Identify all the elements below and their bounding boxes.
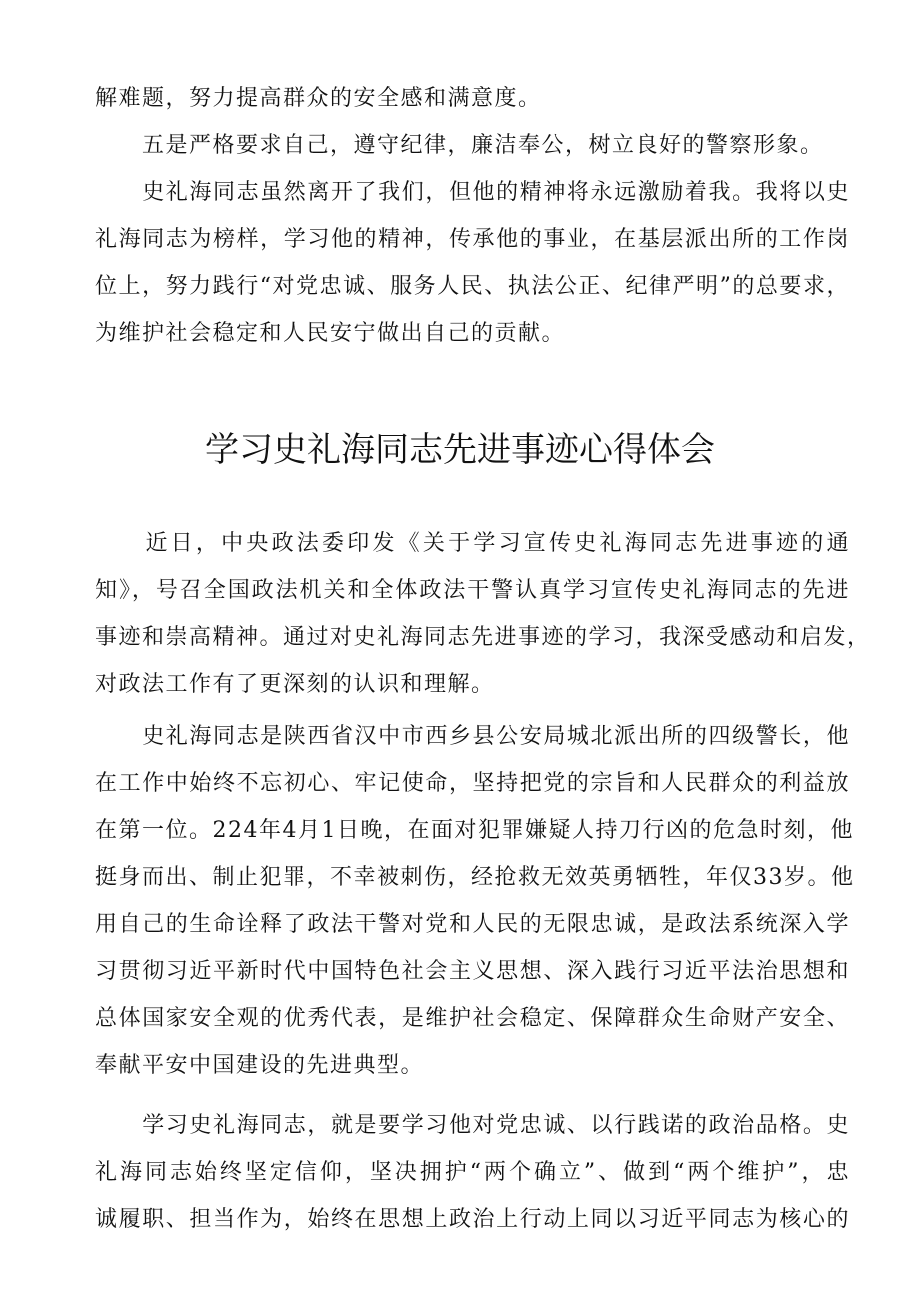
paragraph-conclusion (95, 169, 850, 357)
text-line: 对政法工作有了更深刻的认识和理解。 (95, 672, 495, 697)
text-line: 诚履职、担当作为，始终在思想上政治上行动上同以习近平同志为核心的 (95, 1207, 850, 1232)
text-line: 挺身而出、制止犯罪，不幸被刺伤，经抢救无效英勇牺牲，年仅33岁。他 (95, 865, 855, 890)
page-title: 学习史礼海同志先进事迹心得体会 (205, 430, 715, 470)
text-line: 习贯彻习近平新时代中国特色社会主义思想、深入践行习近平法治思想和 (95, 959, 850, 984)
text-line: 在工作中始终不忘初心、牢记使命，坚持把党的宗旨和人民群众的利益放 (95, 771, 850, 796)
paragraph-continued (95, 75, 850, 122)
text-line: 史礼海同志虽然离开了我们，但他的精神将永远激励着我。我将以史 (95, 180, 850, 205)
text-line: 奉献平安中国建设的先进典型。 (95, 1053, 425, 1078)
text-line: 为维护社会稳定和人民安宁做出自己的贡献。 (95, 321, 566, 346)
paragraph-point-five (95, 122, 850, 169)
text-line: 学习史礼海同志，就是要学习他对党忠诚、以行践诺的政治品格。史 (95, 1113, 850, 1138)
text-line: 礼海同志始终坚定信仰，坚决拥护“两个确立”、做到“两个维护”，忠 (95, 1160, 850, 1185)
paragraph-learning (95, 1102, 850, 1243)
text-line: 解难题，努力提高群众的安全感和满意度。 (95, 86, 542, 111)
text-line: 事迹和崇高精神。通过对史礼海同志先进事迹的学习，我深受感动和启发， (95, 625, 871, 650)
text-line: 礼海同志为榜样，学习他的精神，传承他的事业，在基层派出所的工作岗 (95, 227, 850, 252)
text-line: 五是严格要求自己，遵守纪律，廉洁奉公，树立良好的警察形象。 (95, 133, 824, 158)
text-line: 用自己的生命诠释了政法干警对党和人民的无限忠诚，是政法系统深入学 (95, 912, 850, 937)
text-line: 近日，中央政法委印发《关于学习宣传史礼海同志先进事迹的通 (95, 531, 850, 556)
paragraph-biography (95, 713, 855, 1089)
text-line: 在第一位。224年4月1日晚，在面对犯罪嫌疑人持刀行凶的危急时刻，他 (95, 818, 854, 843)
text-line: 知》，号召全国政法机关和全体政法干警认真学习宣传史礼海同志的先进 (95, 578, 850, 603)
text-line: 史礼海同志是陕西省汉中市西乡县公安局城北派出所的四级警长，他 (95, 724, 850, 749)
paragraph-intro (95, 520, 871, 708)
text-line: 位上，努力践行“对党忠诚、服务人民、执法公正、纪律严明”的总要求， (95, 274, 850, 299)
text-line: 总体国家安全观的优秀代表，是维护社会稳定、保障群众生命财产安全、 (95, 1006, 850, 1031)
